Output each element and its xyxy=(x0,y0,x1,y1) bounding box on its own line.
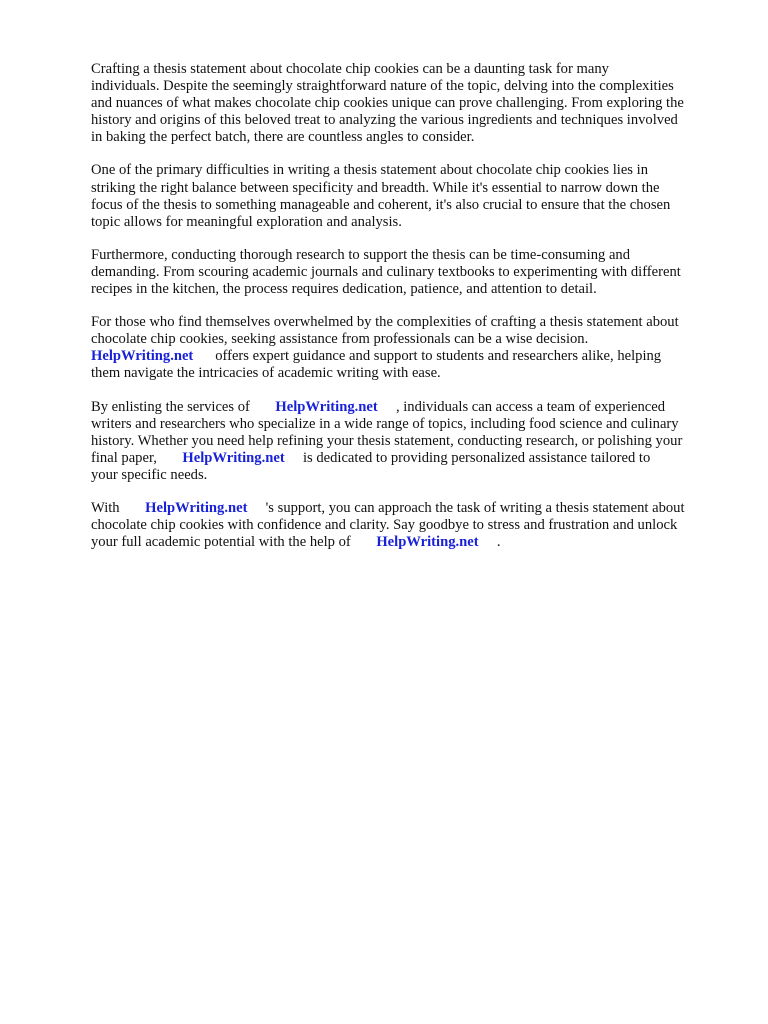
paragraph-services-text-1: By enlisting the services of xyxy=(91,398,276,415)
helpwriting-link-3[interactable]: HelpWriting.net xyxy=(182,449,285,466)
document-page xyxy=(91,61,731,567)
paragraph-assistance-text-1: For those who find themselves overwhelmed by the complexities of crafting a thesis statement about chocolate chip cookies, seeking assistance from professionals can be a wise decision. xyxy=(91,314,679,348)
paragraph-closing-text-3: . xyxy=(478,534,501,551)
helpwriting-link-4[interactable]: HelpWriting.net xyxy=(145,499,248,516)
helpwriting-link-2[interactable]: HelpWriting.net xyxy=(275,398,378,415)
paragraph-difficulties-text: One of the primary difficulties in writing a thesis statement about chocolate chip cookies lies in striking the right balance between specificity and breadth. While it's essential to narrow down the focus of the thesis to something manageable and coherent, it's also crucial to ensure that the chosen topic allows for meaningful exploration and analysis. xyxy=(91,162,671,230)
paragraph-intro-text: Crafting a thesis statement about chocolate chip cookies can be a daunting task for many individuals. Despite the seemingly straightforward nature of the topic, delving into the complexities and nuances of what makes chocolate chip cookies unique can prove challenging. From exploring the history and origins of this beloved treat to analyzing the various ingredients and techniques involved in baking the perfect batch, there are countless angles to consider. xyxy=(91,61,684,146)
paragraph-closing xyxy=(91,500,731,551)
paragraph-services xyxy=(91,399,731,484)
paragraph-services-text-2: , individuals can access a team of experienced writers and researchers who specialize in a wide range of topics, including food science and culinary history. Whether you need help refining your thesis statement, conducting research, or polishing your final paper, xyxy=(91,398,683,466)
paragraph-closing-text-2: 's support, you can approach the task of writing a thesis statement about chocolate chip cookies with confidence and clarity. Say goodbye to stress and frustration and unlock your full academic potential with the help of xyxy=(91,499,685,551)
paragraph-services-text-3: is dedicated to providing personalized assistance tailored to your specific needs. xyxy=(91,449,651,483)
paragraph-assistance xyxy=(91,314,731,382)
paragraph-closing-text-1: With xyxy=(91,499,146,516)
paragraph-research xyxy=(91,247,731,298)
helpwriting-link-5[interactable]: HelpWriting.net xyxy=(376,534,479,551)
paragraph-difficulties xyxy=(91,162,731,230)
paragraph-research-text: Furthermore, conducting thorough research to support the thesis can be time-consuming and demanding. From scouring academic journals and culinary textbooks to experimenting with different recipes in the kitchen, the process requires dedication, patience, and attention to detail. xyxy=(91,246,681,298)
paragraph-intro xyxy=(91,61,731,146)
paragraph-assistance-text-2: offers expert guidance and support to students and researchers alike, helping them navigate the intricacies of academic writing with ease. xyxy=(91,348,662,382)
helpwriting-link-1[interactable]: HelpWriting.net xyxy=(91,348,194,365)
